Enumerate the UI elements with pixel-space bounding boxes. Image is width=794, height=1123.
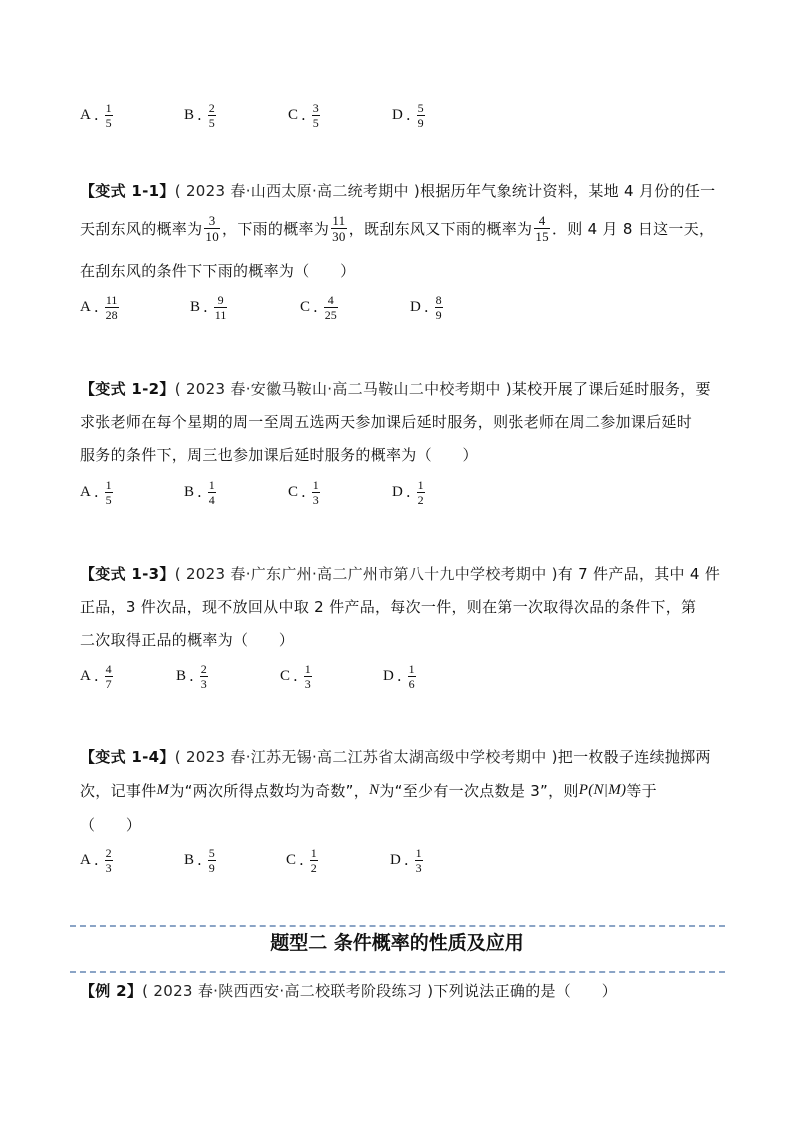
probability-expression: P(N|M) — [578, 782, 627, 798]
question-tag: 【变式 1-2】 — [80, 380, 175, 398]
fraction: $\frac{1}{5}$ — [105, 100, 112, 130]
question-line: 求张老师在每个星期的周一至周五选两天参加课后延时服务，则张老师在周二参加课后延时 — [80, 413, 693, 431]
question-tag: 【变式 1-3】 — [80, 565, 175, 583]
variable-m: M — [156, 782, 170, 798]
option-a: A . $\frac{11}{28}$ — [80, 292, 118, 322]
fraction: $\frac{5}{9}$ — [208, 845, 215, 875]
question-source: ( 2023 春·广东广州·高二广州市第八十九中学校考期中 ) — [174, 565, 558, 583]
fraction: $\frac{5}{9}$ — [417, 100, 424, 130]
question-tag: 【变式 1-1】 — [80, 182, 175, 200]
option-d: D . $\frac{1}{2}$ — [392, 477, 424, 507]
option-c: C . $\frac{1}{3}$ — [280, 661, 311, 691]
fraction: $\frac{2}{3}$ — [200, 661, 207, 691]
question-line: 【例 2】 ( 2023 春·陕西西安·高二校联考阶段练习 ) 下列说法正确的是（ ） — [80, 982, 618, 1000]
option-b: B . $\frac{5}{9}$ — [184, 845, 215, 875]
option-a: A . $\frac{1}{5}$ — [80, 100, 112, 130]
variant-1-3 — [80, 563, 720, 663]
fraction: $\frac{1}{4}$ — [208, 477, 215, 507]
example-2 — [80, 980, 720, 1010]
option-c: C . $\frac{1}{2}$ — [286, 845, 317, 875]
option-letter: C — [288, 106, 299, 123]
fraction: $\frac{1}{3}$ — [312, 477, 319, 507]
question-line: 服务的条件下，周三也参加课后延时服务的概率为（ ） — [80, 446, 478, 464]
fraction: $\frac{8}{9}$ — [435, 292, 442, 322]
option-d: D . $\frac{5}{9}$ — [392, 100, 424, 130]
v13-options — [80, 656, 680, 696]
fraction: $\frac{4}{25}$ — [324, 292, 337, 322]
section-title: 题型二 条件概率的性质及应用 — [270, 932, 524, 954]
question-line: 【变式 1-4】 ( 2023 春·江苏无锡·高二江苏省太湖高级中学校考期中 ) 把一枚骰子连续抛掷两 — [80, 748, 711, 766]
question-source: ( 2023 春·安徽马鞍山·高二马鞍山二中校考期中 ) — [174, 380, 512, 398]
variable-n: N — [369, 782, 380, 798]
question-tag: 【例 2】 — [80, 982, 143, 1000]
question-line: 【变式 1-3】 ( 2023 春·广东广州·高二广州市第八十九中学校考期中 ) 有 7 件产品，其中 4 件 — [80, 565, 721, 583]
option-c: C . $\frac{3}{5}$ — [288, 100, 319, 130]
fraction: $\frac{1}{3}$ — [304, 661, 311, 691]
fraction: $\frac{1}{2}$ — [310, 845, 317, 875]
question-source: ( 2023 春·山西太原·高二统考期中 ) — [174, 182, 421, 200]
option-a: A . $\frac{1}{5}$ — [80, 477, 112, 507]
fraction: $\frac{1}{5}$ — [105, 477, 112, 507]
question-line: 二次取得正品的概率为（ ） — [80, 631, 295, 649]
question-source: ( 2023 春·陕西西安·高二校联考阶段练习 ) — [142, 982, 434, 1000]
question-line: 【变式 1-2】 ( 2023 春·安徽马鞍山·高二马鞍山二中校考期中 ) 某校开展了课后延时服务，要 — [80, 380, 711, 398]
section-divider-top — [70, 925, 725, 927]
fraction: $\frac{3}{10}$ — [205, 212, 220, 244]
question-line: 在刮东风的条件下下雨的概率为（ ） — [80, 262, 356, 280]
fraction: $\frac{4}{7}$ — [105, 661, 112, 691]
fraction: $\frac{1}{2}$ — [417, 477, 424, 507]
question-line: 正品，3 件次品，现不放回从中取 2 件产品，每次一件，则在第一次取得次品的条件下，第 — [80, 598, 697, 616]
option-c: C . $\frac{4}{25}$ — [300, 292, 337, 322]
question-line: （ ） — [80, 816, 142, 834]
option-letter: B — [184, 106, 195, 123]
fraction: $\frac{11}{28}$ — [105, 292, 118, 322]
option-b: B . $\frac{9}{11}$ — [190, 292, 227, 322]
fraction: $\frac{3}{5}$ — [312, 100, 319, 130]
fraction: $\frac{1}{6}$ — [408, 661, 415, 691]
section-divider-bottom — [70, 971, 725, 973]
fraction: $\frac{2}{5}$ — [208, 100, 215, 130]
option-d: D . $\frac{1}{6}$ — [383, 661, 415, 691]
option-b: B . $\frac{2}{5}$ — [184, 100, 215, 130]
option-c: C . $\frac{1}{3}$ — [288, 477, 319, 507]
v12-options — [80, 472, 680, 512]
option-letter: D — [392, 106, 403, 123]
option-d: D . $\frac{1}{3}$ — [390, 845, 422, 875]
option-a: A . $\frac{4}{7}$ — [80, 661, 112, 691]
fraction: $\frac{9}{11}$ — [214, 292, 227, 322]
fraction: $\frac{2}{3}$ — [105, 845, 112, 875]
fraction: $\frac{1}{3}$ — [415, 845, 422, 875]
fraction: $\frac{4}{15}$ — [535, 212, 549, 244]
v11-options — [80, 287, 680, 327]
question-line: 【变式 1-1】 ( 2023 春·山西太原·高二统考期中 ) 根据历年气象统计资料，某地 4 月份的任一 — [80, 182, 716, 200]
q0-options — [80, 95, 680, 135]
option-d: D . $\frac{8}{9}$ — [410, 292, 442, 322]
option-a: A . $\frac{2}{3}$ — [80, 845, 112, 875]
option-b: B . $\frac{2}{3}$ — [176, 661, 207, 691]
option-letter: A — [80, 106, 91, 123]
fraction: $\frac{11}{30}$ — [332, 212, 346, 244]
option-b: B . $\frac{1}{4}$ — [184, 477, 215, 507]
question-source: ( 2023 春·江苏无锡·高二江苏省太湖高级中学校考期中 ) — [174, 748, 558, 766]
variant-1-2 — [80, 378, 720, 478]
v14-options — [80, 840, 680, 880]
question-tag: 【变式 1-4】 — [80, 748, 175, 766]
variant-1-4 — [80, 746, 720, 846]
question-line: 次，记事件 M 为“两次所得点数均为奇数”， N 为“至少有一次点数是 3”，则 P(N|M) 等于 — [80, 782, 657, 800]
question-line: 天刮东风的概率为 $\frac{3}{10}$ ，下雨的概率为 $\frac{11}{30}$ ，既刮东风又下雨的概率为 $\frac{4}{15}$ ．则 4 月 8 日这一天， — [80, 212, 715, 244]
